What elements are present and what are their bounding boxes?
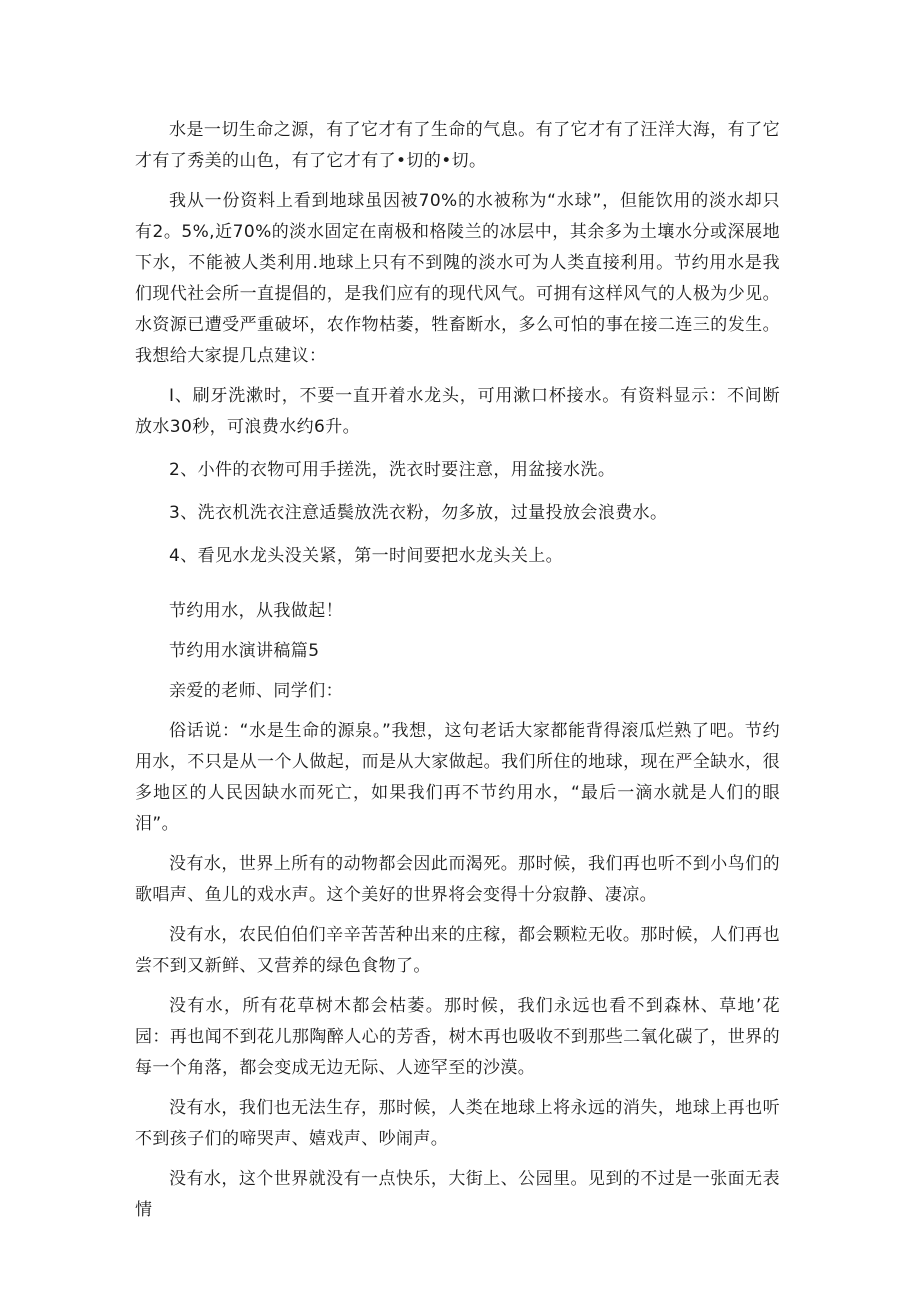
- suggestion-4: 4、看见水龙头没关紧，第一时间要把水龙头关上。: [169, 546, 564, 566]
- paragraph-farmers: 没有水，农民伯伯们辛辛苦苦种出来的庄稼，都会颗粒无收。那时候，人们再也尝不到又新鲜、又营养的绿色食物了。: [135, 925, 780, 976]
- paragraph-humans: 没有水，我们也无法生存，那时候，人类在地球上将永远的消失，地球上再也听不到孩子们的啼哭声、嬉戏声、吵闹声。: [135, 1098, 780, 1149]
- paragraph-animals: 没有水，世界上所有的动物都会因此而渴死。那时候，我们再也听不到小鸟们的歌唱声、鱼儿的戏水声。这个美好的世界将会变得十分寂静、凄凉。: [135, 854, 780, 905]
- suggestion-3: 3、洗衣机洗衣注意适鬓放洗衣粉，勿多放，过量投放会浪费水。: [169, 503, 668, 523]
- paragraph-world: 没有水，这个世界就没有一点快乐，大街上、公园里。见到的不过是一张面无表情: [135, 1169, 780, 1220]
- paragraph-intro: 水是一切生命之源，有了它才有了生命的气息。有了它才有了汪洋大海，有了它才有了秀美的山色，有了它才有了•切的•切。: [135, 120, 780, 171]
- suggestion-2: 2、小件的衣物可用手搓洗，洗衣时要注意，用盆接水洗。: [169, 460, 616, 480]
- greeting: 亲爱的老师、同学们：: [169, 681, 343, 701]
- paragraph-proverb: 俗话说：“水是生命的源泉。”我想，这句老话大家都能背得滚瓜烂熟了吧。节约用水，不只是从一个人做起，而是从大家做起。我们所住的地球，现在严全缺水，很多地区的人民因缺水而死亡，如果我们再不节约用水，“最后一滴水就是人们的眼泪”。: [135, 721, 780, 834]
- slogan: 节约用水，从我做起！: [169, 601, 343, 621]
- document-body: [135, 115, 780, 1226]
- section-title: 节约用水演讲稿篇5: [169, 641, 320, 661]
- paragraph-water-facts: 我从一份资料上看到地球虽因被70%的水被称为“水球”，但能饮用的淡水却只有2。5%,近70%的淡水固定在南极和格陵兰的冰层中，其余多为土壤水分或深展地下水，不能被人类利用.地球上只有不到隗的淡水可为人类直接利用。节约用水是我们现代社会所一直提倡的，是我们应有的现代风气。可拥有这样风气的人极为少见。水资源已遭受严重破坏，农作物枯萎，牲畜断水，多么可怕的事在接二连三的发生。我想给大家提几点建议：: [135, 191, 780, 366]
- paragraph-plants: 没有水，所有花草树木都会枯萎。那时候，我们永远也看不到森林、草地’花园：再也闻不到花儿那陶醉人心的芳香，树木再也吸收不到那些二氧化碳了，世界的每一个角落，都会变成无边无际、人迹罕至的沙漠。: [135, 996, 780, 1078]
- suggestion-1: I、刷牙洗漱时，不要一直开着水龙头，可用漱口杯接水。有资料显示：不间断放水30秒，可浪费水约6升。: [135, 386, 780, 437]
